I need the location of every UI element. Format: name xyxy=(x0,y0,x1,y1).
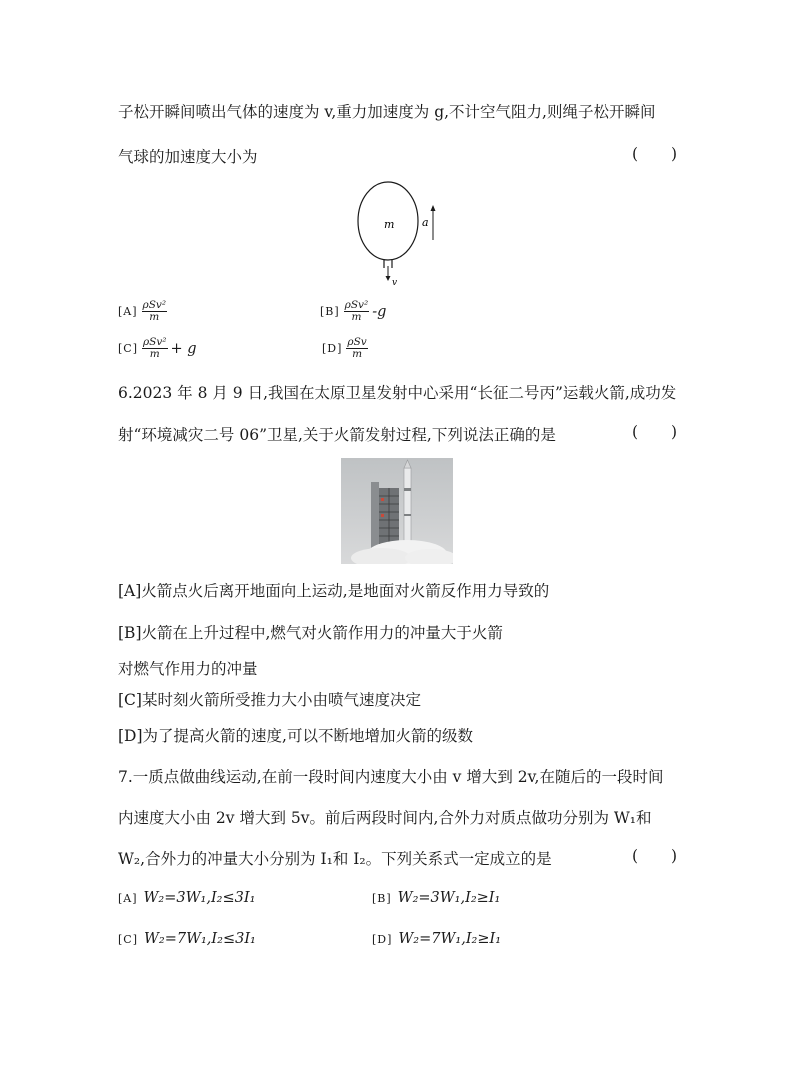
q7-option-c[interactable] xyxy=(118,931,256,947)
q5-option-a[interactable] xyxy=(118,300,169,323)
option-text: W₂=7W₁,I₂≤3I₁ xyxy=(144,931,256,947)
q6-answer-paren: ( ) xyxy=(632,423,692,441)
accel-label: a xyxy=(422,216,429,229)
q5-option-c[interactable] xyxy=(118,337,197,360)
q7-stem-line2: 内速度大小由 2v 增大到 5v。前后两段时间内,合外力对质点做功分别为 W₁和 xyxy=(118,809,652,827)
q6-option-b-cont: 对燃气作用力的冲量 xyxy=(118,660,258,678)
rocket-launch-photo xyxy=(341,458,453,564)
option-text: W₂=7W₁,I₂≥I₁ xyxy=(398,931,502,947)
option-label: [A] xyxy=(118,305,138,319)
option-label: [B] xyxy=(372,891,392,905)
option-label: [D] xyxy=(372,932,393,946)
q5-answer-paren: ( ) xyxy=(632,145,692,163)
q6-option-a[interactable]: [A]火箭点火后离开地面向上运动,是地面对火箭反作用力导致的 xyxy=(118,582,550,600)
q7-option-a[interactable] xyxy=(118,890,255,906)
mass-label: m xyxy=(384,218,395,231)
q7-option-d[interactable] xyxy=(372,931,501,947)
q7-stem-line3: W₂,合外力的冲量大小分别为 I₁和 I₂。下列关系式一定成立的是 xyxy=(118,850,552,868)
balloon-figure xyxy=(350,176,450,288)
option-label: [B] xyxy=(320,305,340,319)
q6-option-b[interactable]: [B]火箭在上升过程中,燃气对火箭作用力的冲量大于火箭 xyxy=(118,624,503,642)
q6-option-d[interactable]: [D]为了提高火箭的速度,可以不断地增加火箭的级数 xyxy=(118,727,473,745)
q5-option-b[interactable] xyxy=(320,300,386,323)
option-text: W₂=3W₁,I₂≤3I₁ xyxy=(143,890,256,906)
q7-option-b[interactable] xyxy=(372,890,500,906)
option-label: [D] xyxy=(322,342,343,356)
q6-option-c[interactable]: [C]某时刻火箭所受推力大小由喷气速度决定 xyxy=(118,691,421,709)
fraction: $\frac{\text{ρSv²}}{m}$ xyxy=(142,299,167,324)
q6-stem-line1: 6.2023 年 8 月 9 日,我国在太原卫星发射中心采用“长征二号丙”运载火箭,成功发 xyxy=(118,384,677,402)
option-tail: -g xyxy=(372,303,387,320)
q6-stem-line2: 射“环境减灾二号 06”卫星,关于火箭发射过程,下列说法正确的是 xyxy=(118,426,556,444)
option-text: W₂=3W₁,I₂≥I₁ xyxy=(397,890,501,906)
fraction: $\frac{\text{ρSv²}}{m}$ xyxy=(143,336,167,361)
fraction: $\frac{\text{ρSv}}{m}$ xyxy=(347,336,367,361)
q5-option-d[interactable] xyxy=(322,337,370,360)
q7-answer-paren: ( ) xyxy=(632,847,692,865)
option-label: [A] xyxy=(118,891,138,905)
q7-stem-line1: 7.一质点做曲线运动,在前一段时间内速度大小由 v 增大到 2v,在随后的一段时间 xyxy=(118,768,664,786)
option-label: [C] xyxy=(118,342,138,356)
fraction: $\frac{\text{ρSv²}}{m}$ xyxy=(344,299,369,324)
option-label: [C] xyxy=(118,932,138,946)
rocket xyxy=(404,468,411,542)
q5-stem-line1: 子松开瞬间喷出气体的速度为 v,重力加速度为 g,不计空气阻力,则绳子松开瞬间 xyxy=(118,103,656,121)
option-tail: + g xyxy=(170,340,197,357)
q5-stem-line2: 气球的加速度大小为 xyxy=(118,148,258,166)
vel-label: v xyxy=(392,278,398,288)
